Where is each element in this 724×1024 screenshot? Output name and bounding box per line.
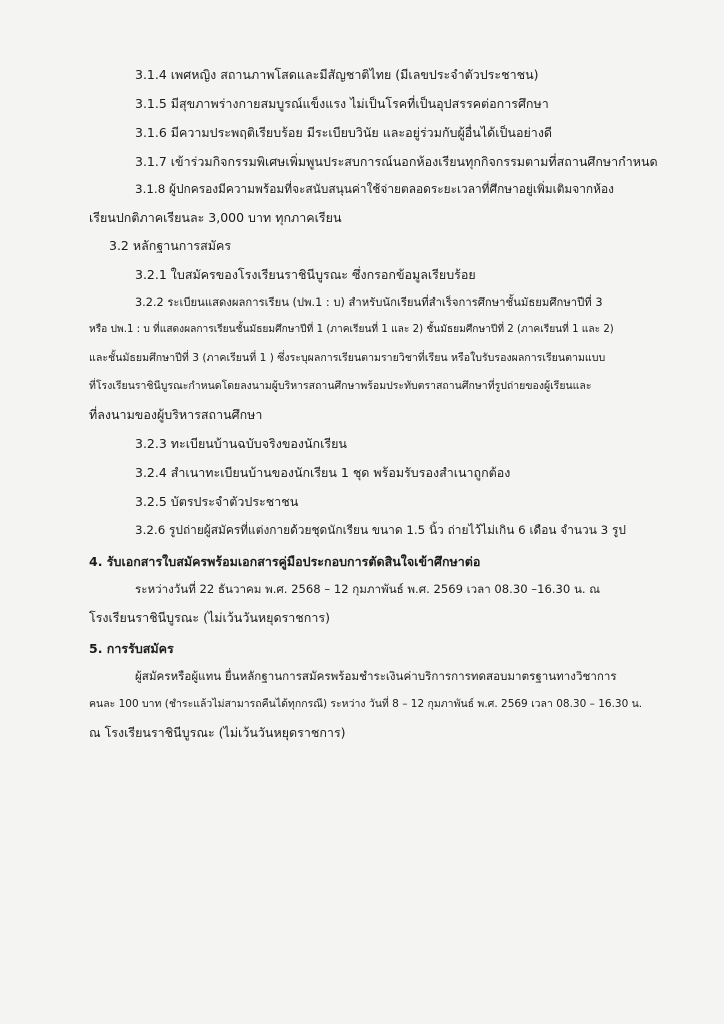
qual-3-1-8: 3.1.8 ผู้ปกครองมีความพร้อมที่จะสนับสนุนค่าใช้จ่ายตลอดระยะเวลาที่ศึกษาอยู่เพิ่มเติมจากห้อง	[135, 182, 614, 196]
section-4-line1: ระหว่างวันที่ 22 ธันวาคม พ.ศ. 2568 – 12 กุมภาพันธ์ พ.ศ. 2569 เวลา 08.30 –16.30 น. ณ	[135, 582, 601, 596]
section-4-line2: โรงเรียนราชินีบูรณะ (ไม่เว้นวันหยุดราชการ)	[89, 610, 330, 625]
qual-3-1-7: 3.1.7 เข้าร่วมกิจกรรมพิเศษเพิ่มพูนประสบการณ์นอกห้องเรียนทุกกิจกรรมตามที่สถานศึกษากำหนด	[135, 154, 658, 169]
doc-3-2-2-line4: ที่โรงเรียนราชินีบูรณะกำหนดโดยลงนามผู้บริหารสถานศึกษาพร้อมประทับตราสถานศึกษาที่รูปถ่ายของผู้เรียนและ	[89, 380, 592, 392]
doc-3-2-5: 3.2.5 บัตรประจำตัวประชาชน	[135, 494, 299, 509]
doc-3-2-3: 3.2.3 ทะเบียนบ้านฉบับจริงของนักเรียน	[135, 436, 347, 451]
doc-3-2-2-line2: หรือ ปพ.1 : บ ที่แสดงผลการเรียนชั้นมัธยมศึกษาปีที่ 1 (ภาคเรียนที่ 1 และ 2) ชั้นมัธยมศึกษาปีที่ 2 (ภาคเรียนที่ 1 และ 2)	[89, 324, 614, 335]
doc-3-2-2-line3: และชั้นมัธยมศึกษาปีที่ 3 (ภาคเรียนที่ 1 ) ซึ่งระบุผลการเรียนตามรายวิชาที่เรียน หรือใบรับรองผลการเรียนตามแบบ	[89, 352, 606, 364]
section-4-heading: 4. รับเอกสารใบสมัครพร้อมเอกสารคู่มือประกอบการตัดสินใจเข้าศึกษาต่อ	[89, 554, 481, 569]
qual-3-1-6: 3.1.6 มีความประพฤติเรียบร้อย มีระเบียบวินัย และอยู่ร่วมกับผู้อื่นได้เป็นอย่างดี	[135, 125, 553, 140]
section-5-line2: คนละ 100 บาท (ชำระแล้วไม่สามารถคืนได้ทุกกรณี) ระหว่าง วันที่ 8 – 12 กุมภาพันธ์ พ.ศ. 2569 เวลา 08.30 – 16.30 น.	[89, 698, 643, 710]
doc-3-2-6: 3.2.6 รูปถ่ายผู้สมัครที่แต่งกายด้วยชุดนักเรียน ขนาด 1.5 นิ้ว ถ่ายไว้ไม่เกิน 6 เดือน จำนวน 3 รูป	[135, 523, 626, 537]
section-5-line1: ผู้สมัครหรือผู้แทน ยื่นหลักฐานการสมัครพร้อมชำระเงินค่าบริการการทดสอบมาตรฐานทางวิชาการ	[135, 669, 617, 683]
doc-3-2-1: 3.2.1 ใบสมัครของโรงเรียนราชินีบูรณะ ซึ่งกรอกข้อมูลเรียบร้อย	[135, 267, 476, 282]
qual-3-1-8-cont: เรียนปกติภาคเรียนละ 3,000 บาท ทุกภาคเรียน	[89, 210, 342, 225]
section-5-heading: 5. การรับสมัคร	[89, 641, 174, 656]
doc-3-2-2-line5: ที่ลงนามของผู้บริหารสถานศึกษา	[89, 407, 263, 422]
doc-3-2-4: 3.2.4 สำเนาทะเบียนบ้านของนักเรียน 1 ชุด พร้อมรับรองสำเนาถูกต้อง	[135, 465, 511, 480]
docs-heading: 3.2 หลักฐานการสมัคร	[109, 238, 232, 253]
qual-3-1-5: 3.1.5 มีสุขภาพร่างกายสมบูรณ์แข็งแรง ไม่เป็นโรคที่เป็นอุปสรรคต่อการศึกษา	[135, 96, 549, 111]
doc-3-2-2-line1: 3.2.2 ระเบียนแสดงผลการเรียน (ปพ.1 : บ) สำหรับนักเรียนที่สำเร็จการศึกษาชั้นมัธยมศึกษาปีที่ 3	[135, 296, 603, 309]
qual-3-1-4: 3.1.4 เพศหญิง สถานภาพโสดและมีสัญชาติไทย (มีเลขประจำตัวประชาชน)	[135, 67, 539, 82]
section-5-line3: ณ โรงเรียนราชินีบูรณะ (ไม่เว้นวันหยุดราชการ)	[89, 725, 346, 740]
